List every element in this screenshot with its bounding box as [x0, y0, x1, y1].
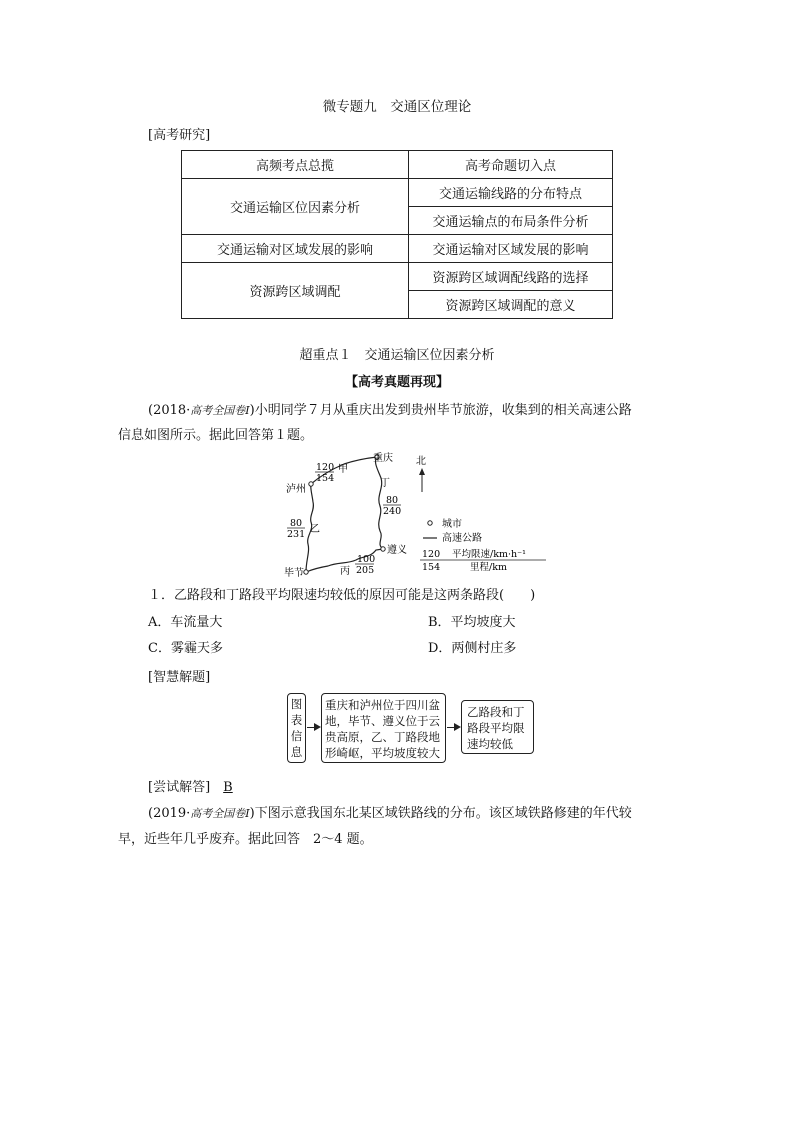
option-a: A．车流量大 — [148, 615, 223, 630]
section-subtitle: 【高考真题再现】 — [344, 375, 449, 390]
exam-source: 高考全国卷Ⅰ — [190, 807, 250, 820]
table-cell-left: 交通运输对区域发展的影响 — [182, 235, 409, 263]
table-header-right: 高考命题切入点 — [409, 151, 613, 179]
city-marker-bijie — [304, 570, 308, 574]
table-cell-right: 交通运输线路的分布特点 — [409, 179, 613, 207]
segment-length: 240 — [383, 506, 402, 517]
highway-map — [270, 448, 560, 580]
city-label: 重庆 — [373, 453, 393, 464]
topics-table — [181, 150, 613, 319]
table-cell-right: 资源跨区域调配线路的选择 — [409, 263, 613, 291]
exam-source: 高考全国卷Ⅰ — [190, 404, 250, 417]
city-label: 泸州 — [286, 484, 306, 495]
option-b: B．平均坡度大 — [428, 615, 516, 630]
table-cell-left: 资源跨区域调配 — [182, 263, 409, 319]
segment-length: 205 — [356, 565, 375, 576]
legend-city-label: 城市 — [442, 519, 462, 530]
answer-value: B — [223, 780, 233, 795]
segment-speed: 120 — [316, 462, 335, 473]
city-label: 毕节 — [284, 568, 304, 579]
table-cell-right: 交通运输点的布局条件分析 — [409, 207, 613, 235]
table-cell-right: 资源跨区域调配的意义 — [409, 291, 613, 319]
table-cell-right: 交通运输对区域发展的影响 — [409, 235, 613, 263]
question2-intro-line1: (2019·高考全国卷Ⅰ)下图示意我国东北某区域铁路线的分布。该区域铁路修建的年代较 — [148, 806, 632, 821]
legend-speed-label: 平均限速/km·h⁻¹ — [452, 549, 526, 560]
question1-intro-line2: 信息如图所示。据此回答第１题。 — [118, 428, 314, 443]
table-header-left: 高频考点总揽 — [182, 151, 409, 179]
question1-intro-line1: (2018·高考全国卷Ⅰ)小明同学７月从重庆出发到贵州毕节旅游，收集到的相关高速公路 — [148, 403, 632, 418]
legend-length-label: 里程/km — [470, 562, 507, 573]
answer-label: [尝试解答] — [148, 780, 211, 795]
option-d: D．两侧村庄多 — [428, 641, 517, 656]
segment-label: 甲 — [338, 464, 348, 475]
segment-label: 乙 — [310, 524, 320, 535]
flow-box-reason: 重庆和泸州位于四川盆 地，毕节、遵义位于云 贵高原，乙、丁路段地 形崎岖，平均坡度较大 — [321, 693, 446, 763]
wisdom-label: [智慧解题] — [148, 670, 211, 685]
question1-stem: １．乙路段和丁路段平均限速均较低的原因可能是这两条路段( ) — [148, 588, 536, 603]
legend-highway-label: 高速公路 — [442, 533, 482, 544]
city-label: 遵义 — [387, 545, 407, 556]
segment-length: 231 — [287, 529, 306, 540]
answer-line — [148, 776, 233, 795]
section-title: 超重点１ 交通运输区位因素分析 — [299, 348, 495, 363]
legend-sample-bottom: 154 — [422, 562, 441, 573]
table-cell-left: 交通运输区位因素分析 — [182, 179, 409, 235]
segment-speed: 80 — [290, 518, 303, 529]
segment-speed: 80 — [386, 495, 399, 506]
city-marker-luzhou — [309, 482, 313, 486]
legend-city-icon — [428, 521, 432, 525]
research-label: [高考研究] — [148, 128, 211, 143]
city-marker-zunyi — [381, 547, 385, 551]
question2-intro-line2: 早，近些年几乎废弃。据此回答 2～4 题。 — [118, 832, 373, 847]
option-c: C．雾霾天多 — [148, 641, 223, 656]
flow-box-conclusion: 乙路段和丁 路段平均限 速均较低 — [461, 700, 534, 754]
north-label: 北 — [416, 456, 426, 467]
flow-box-info: 图 表 信 息 — [287, 693, 306, 763]
legend-sample-top: 120 — [422, 549, 441, 560]
segment-label: 丙 — [340, 566, 350, 577]
segment-length: 154 — [316, 473, 335, 484]
segment-label: 丁 — [380, 478, 390, 489]
page-title: 微专题九 交通区位理论 — [322, 99, 472, 115]
segment-speed: 100 — [357, 554, 376, 565]
